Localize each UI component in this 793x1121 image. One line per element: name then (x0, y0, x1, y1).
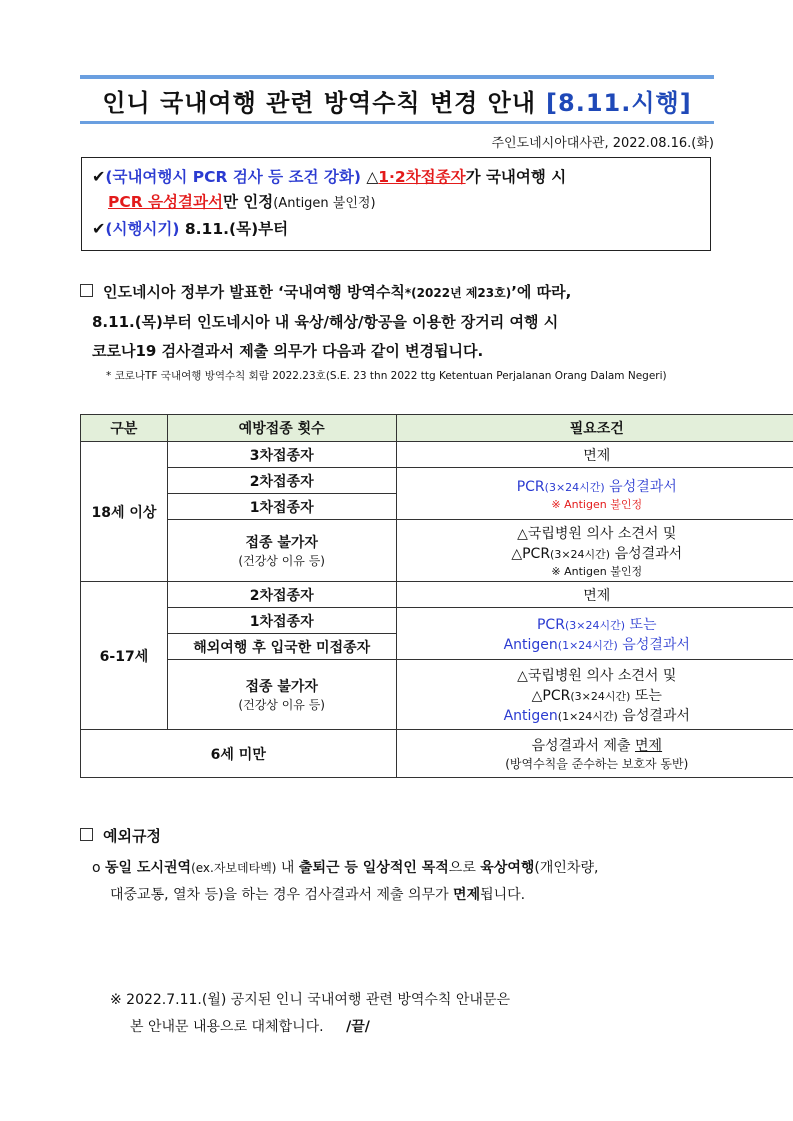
exc-l2c: 됩니다. (480, 887, 526, 903)
footer-line-2-text: 본 안내문 내용으로 대체합니다. (130, 1019, 324, 1035)
dose-cell: 해외여행 후 입국한 미접종자 (167, 634, 396, 660)
exception-heading (80, 825, 161, 846)
dose-unvac: 접종 불가자 (245, 535, 318, 551)
adult-pcr-line (397, 476, 793, 496)
intro-line-1-small: *(2022년 제23호) (404, 286, 512, 300)
exc-l2b: 면제 (453, 887, 481, 903)
summary-date: 8.11.(목)부터 (184, 220, 289, 238)
under6-line-1 (397, 735, 793, 755)
intro-line-3: 코로나19 검사결과서 제출 의무가 다음과 같이 변경됩니다. (92, 342, 484, 360)
header-category: 구분 (81, 415, 168, 442)
exc-t4: 출퇴근 등 일상적인 목적 (298, 860, 449, 876)
intro-paragraph (80, 278, 720, 366)
exception-line-1 (92, 855, 732, 882)
teen-unvac-line-1: △국립병원 의사 소견서 및 (517, 667, 677, 684)
adult-unvac-line-2 (397, 543, 793, 563)
teen-unvac-3b: (1×24시간) (557, 709, 618, 723)
summary-label-3: (시행시기) (105, 220, 180, 238)
group-under6: 6세 미만 (81, 730, 397, 778)
footer-line-1: ※ 2022.7.11.(월) 공지된 인니 국내여행 관련 방역수칙 안내문은 (110, 992, 510, 1008)
intro-line-1 (80, 278, 720, 308)
under6-note: (방역수칙을 준수하는 보호자 동반) (505, 757, 689, 771)
requirement-cell (396, 608, 793, 660)
teen-pcr-line (397, 614, 793, 634)
summary-triangle: △ (366, 168, 379, 186)
dose-cell: 3차접종자 (167, 442, 396, 468)
summary-line-3 (92, 216, 700, 242)
exc-t3: 내 (276, 860, 299, 876)
dose-unvac-note: (건강상 이유 등) (238, 698, 325, 712)
group-adult: 18세 이상 (81, 442, 168, 582)
requirement-cell (396, 730, 793, 778)
adult-pcr-c: 음성결과서 (609, 478, 677, 495)
requirements-table (80, 414, 793, 778)
summary-line-2 (92, 190, 700, 216)
dose-cell: 2차접종자 (167, 468, 396, 494)
teen-unvac-2c: 또는 (634, 687, 662, 704)
table-header-row (81, 415, 793, 442)
page-title-text: 인니 국내여행 관련 방역수칙 변경 안내 (102, 88, 537, 117)
summary-line-1 (92, 164, 700, 190)
adult-unvac-2c: 음성결과서 (614, 545, 683, 562)
page-title-tag: [8.11.시행] (546, 88, 692, 117)
checkbox-square-icon (80, 828, 93, 841)
check-icon: ✔ (92, 167, 106, 186)
table-row (81, 520, 793, 582)
requirement-cell: 면제 (396, 582, 793, 608)
adult-unvac-line-3: ※ Antigen 불인정 (551, 564, 643, 578)
adult-pcr-b: (3×24시간) (544, 480, 605, 494)
table-row (81, 608, 793, 634)
adult-unvac-2a: △PCR (511, 545, 551, 562)
exc-t1: 동일 도시권역 (105, 860, 192, 876)
teen-unvac-3c: 음성결과서 (622, 707, 690, 724)
adult-pcr-a: PCR (516, 478, 545, 495)
teen-unvac-3a: Antigen (503, 707, 558, 724)
teen-unvac-line-3 (397, 705, 793, 725)
header-doses: 예방접종 횟수 (167, 415, 396, 442)
bullet-icon: o (92, 860, 101, 876)
teen-ag-b: (1×24시간) (557, 638, 618, 652)
dose-unvac-note: (건강상 이유 등) (238, 554, 325, 568)
dose-cell: 1차접종자 (167, 608, 396, 634)
table-row (81, 468, 793, 494)
teen-ag-line (397, 634, 793, 654)
intro-line-1-end: ’에 따라, (511, 283, 572, 301)
teen-unvac-line-2 (397, 685, 793, 705)
dose-cell: 1차접종자 (167, 494, 396, 520)
header-requirement: 필요조건 (396, 415, 793, 442)
adult-unvac-2b: (3×24시간) (550, 547, 611, 561)
intro-line-1-text: 인도네시아 정부가 발표한 ‘국내여행 방역수칙 (103, 283, 405, 301)
summary-only: 만 인정 (222, 193, 274, 211)
table-row (81, 730, 793, 778)
adult-antigen-note: ※ Antigen 불인정 (551, 497, 643, 511)
intro-line-2: 8.11.(목)부터 인도네시아 내 육상/해상/항공을 이용한 장거리 여행 시 (92, 313, 559, 331)
exception-heading-text: 예외규정 (103, 827, 161, 845)
adult-unvac-line-1: △국립병원 의사 소견서 및 (517, 525, 677, 542)
under6-req-b: 면제 (635, 738, 663, 754)
requirement-cell (396, 468, 793, 520)
footer-line-2 (110, 1014, 510, 1041)
page-title (80, 79, 714, 121)
exc-t5: 으로 (448, 860, 481, 876)
group-teen: 6-17세 (81, 582, 168, 730)
exception-body (92, 855, 732, 909)
exc-l2a: 대중교통, 열차 등)을 하는 경우 검사결과서 제출 의무가 (110, 887, 454, 903)
teen-unvac-2b: (3×24시간) (570, 689, 631, 703)
exc-t2: (ex.자보데타벡) (191, 861, 277, 875)
dose-cell (167, 660, 396, 730)
summary-tail: 가 국내여행 시 (465, 168, 567, 186)
teen-pcr-a: PCR (536, 616, 565, 633)
dose-cell: 2차접종자 (167, 582, 396, 608)
dose-unvac: 접종 불가자 (245, 679, 318, 695)
summary-box (81, 157, 711, 251)
under6-req-a: 음성결과서 제출 (531, 738, 631, 754)
exc-t7: (개인차량, (534, 860, 599, 876)
teen-ag-a: Antigen (503, 636, 558, 653)
end-mark: /끝/ (346, 1019, 370, 1035)
dose-cell (167, 520, 396, 582)
checkbox-square-icon (80, 284, 93, 297)
title-rule-bottom (80, 121, 714, 124)
check-icon: ✔ (92, 219, 106, 238)
teen-pcr-b: (3×24시간) (564, 618, 625, 632)
issuer-date: 주인도네시아대사관, 2022.08.16.(화) (491, 136, 714, 151)
requirement-cell (396, 660, 793, 730)
summary-pcr: PCR 음성결과서 (108, 193, 223, 211)
teen-unvac-2a: △PCR (531, 687, 571, 704)
intro-footnote: * 코로나TF 국내여행 방역수칙 회람 2022.23호(S.E. 23 thn 2022 ttg Ketentuan Perjalanan Orang Dalam Negeri) (106, 370, 667, 382)
table-row (81, 660, 793, 730)
requirement-cell (396, 520, 793, 582)
teen-pcr-c: 또는 (629, 616, 657, 633)
table-row (81, 582, 793, 608)
summary-antigen-note: (Antigen 불인정) (273, 196, 376, 211)
teen-ag-c: 음성결과서 (622, 636, 690, 653)
requirement-cell: 면제 (396, 442, 793, 468)
table-row (81, 442, 793, 468)
exception-line-2 (92, 882, 732, 909)
summary-target: 1·2차접종자 (378, 168, 466, 186)
summary-label-1: (국내여행시 PCR 검사 등 조건 강화) (105, 168, 361, 186)
exc-t6: 육상여행 (480, 860, 535, 876)
footer-note (110, 987, 510, 1041)
title-block (80, 75, 714, 124)
